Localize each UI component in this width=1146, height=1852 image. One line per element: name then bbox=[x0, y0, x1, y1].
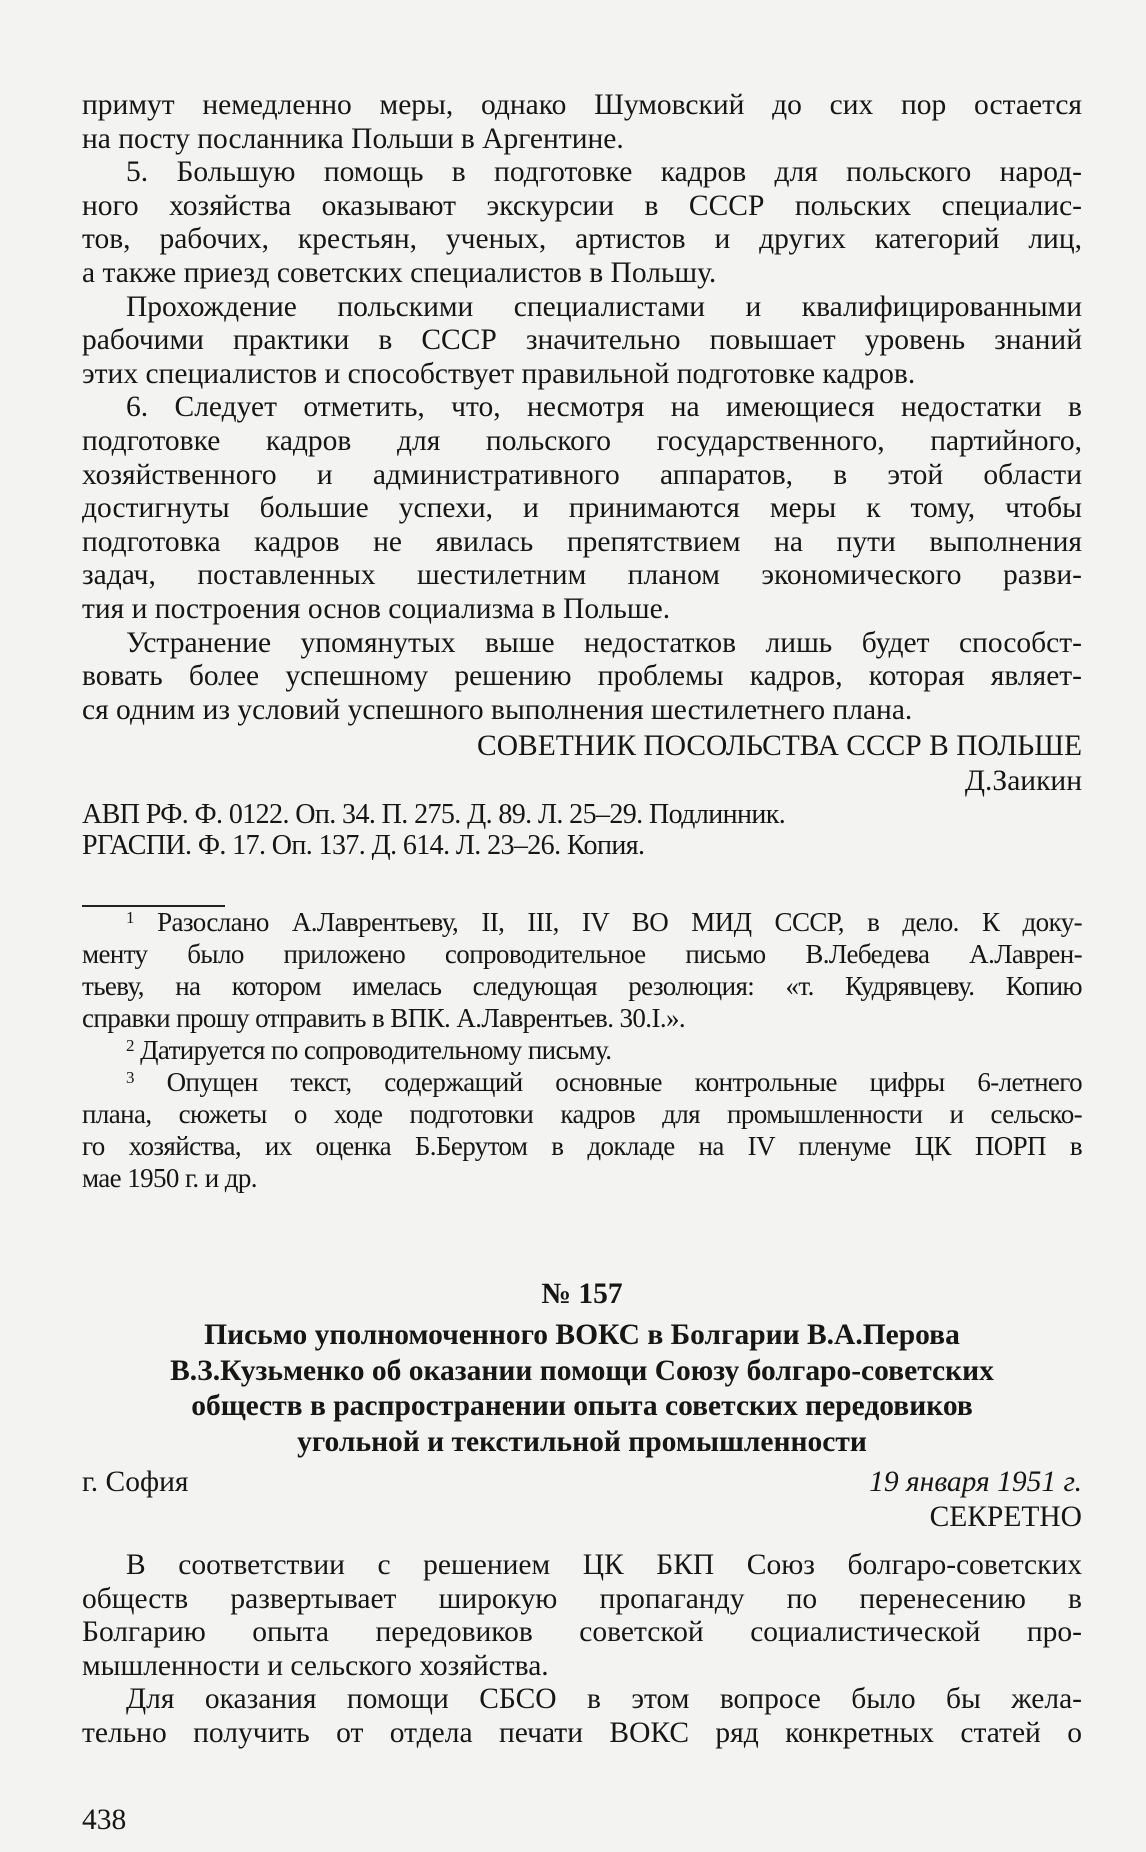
document-number: № 157 bbox=[541, 1278, 623, 1310]
paragraph bbox=[82, 627, 1082, 728]
footnote bbox=[82, 1066, 1082, 1194]
footnote-text: Опущен текст, содержащий основные контрольные цифры 6-летнего bbox=[166, 1067, 1083, 1097]
signature-title: СОВЕТНИК ПОСОЛЬСТВА СССР В ПОЛЬШЕ bbox=[477, 730, 1082, 762]
text-line: достигнуты большие успехи, и принимаются меры к тому, чтобы bbox=[82, 492, 1082, 525]
title-line: угольной и текстильной промышленности bbox=[297, 1425, 867, 1458]
document-date: 19 января 1951 г. bbox=[869, 1466, 1082, 1498]
text-line: Болгарию опыта передовиков советской социалистической про- bbox=[82, 1616, 1082, 1649]
text-line: ся одним из условий успешного выполнения шестилетнего плана. bbox=[82, 693, 913, 726]
footnote-line bbox=[82, 906, 1082, 938]
footnote-number: 1 bbox=[126, 908, 134, 927]
archive-references bbox=[82, 799, 1082, 861]
footnote-line: мае 1950 г. и др. bbox=[82, 1163, 257, 1193]
document-body bbox=[82, 1549, 1082, 1751]
paragraph bbox=[82, 291, 1082, 392]
text-line: Прохождение польскими специалистами и квалифицированными bbox=[126, 290, 1082, 323]
document-title bbox=[82, 1318, 1082, 1460]
text-line: Для оказания помощи СБСО в этом вопросе было бы жела- bbox=[126, 1683, 1082, 1716]
text-line: подготовка кадров не явилась препятствием на пути выполнения bbox=[82, 525, 1082, 558]
text-line: 5. Большую помощь в подготовке кадров для польского народ- bbox=[126, 156, 1082, 189]
document-place: г. София bbox=[82, 1466, 189, 1498]
signature-name: Д.Заикин bbox=[964, 765, 1082, 797]
text-line: тельно получить от отдела печати ВОКС ряд конкретных статей о bbox=[82, 1716, 1082, 1749]
text-line: тия и построения основ социализма в Польше. bbox=[82, 592, 671, 625]
paragraph bbox=[82, 1549, 1082, 1683]
text-line: на посту посланника Польши в Аргентине. bbox=[82, 122, 624, 155]
text-line: а также приезд советских специалистов в Польшу. bbox=[82, 256, 717, 289]
classification-stamp: СЕКРЕТНО bbox=[929, 1501, 1082, 1533]
text-line: обществ развертывает широкую пропаганду по перенесению в bbox=[82, 1582, 1082, 1615]
text-line: примут немедленно меры, однако Шумовский до сих пор остается bbox=[82, 89, 1082, 121]
text-line: подготовке кадров для польского государственного, партийного, bbox=[82, 424, 1082, 457]
title-line: Письмо уполномоченного ВОКС в Болгарии В.А.Перова bbox=[204, 1319, 960, 1351]
previous-document-body bbox=[82, 89, 1082, 727]
archive-reference: АВП РФ. Ф. 0122. Оп. 34. П. 275. Д. 89. Л. 25–29. Подлинник. bbox=[82, 799, 786, 830]
footnote-line bbox=[82, 1066, 1082, 1098]
title-line: В.З.Кузьменко об оказании помощи Союзу болгаро-советских bbox=[170, 1354, 994, 1387]
footnote-text: Датируется по сопроводительному письму. bbox=[140, 1035, 612, 1065]
footnote bbox=[82, 1034, 1082, 1066]
footnote-number: 3 bbox=[126, 1068, 134, 1087]
footnote-line: справки прошу отправить в ВПК. А.Лаврентьев. 30.I.». bbox=[82, 1003, 686, 1033]
footnote bbox=[82, 906, 1082, 1034]
text-line: В соответствии с решением ЦК БКП Союз болгаро-советских bbox=[126, 1549, 1082, 1581]
footnote-line: плана, сюжеты о ходе подготовки кадров для промышленности и сельско- bbox=[82, 1099, 1082, 1129]
footnote-line: го хозяйства, их оценка Б.Берутом в докладе на IV пленуме ЦК ПОРП в bbox=[82, 1131, 1082, 1161]
page-number: 438 bbox=[82, 1804, 127, 1836]
text-line: 6. Следует отметить, что, несмотря на имеющиеся недостатки в bbox=[126, 391, 1082, 424]
text-line: вовать более успешному решению проблемы кадров, которая являет- bbox=[82, 660, 1082, 693]
paragraph bbox=[82, 89, 1082, 156]
paragraph bbox=[82, 156, 1082, 290]
text-line: мышленности и сельского хозяйства. bbox=[82, 1649, 549, 1682]
footnotes bbox=[82, 906, 1082, 1194]
archive-reference: РГАСПИ. Ф. 17. Оп. 137. Д. 614. Л. 23–26. Копия. bbox=[82, 830, 645, 861]
text-line: хозяйственного и административного аппаратов, в этой области bbox=[82, 458, 1082, 491]
text-line: Устранение упомянутых выше недостатков лишь будет способст- bbox=[126, 626, 1082, 659]
text-line: этих специалистов и способствует правильной подготовке кадров. bbox=[82, 357, 916, 390]
footnote-text: Разослано А.Лаврентьеву, II, III, IV ВО МИД СССР, в дело. К доку- bbox=[157, 907, 1082, 937]
footnote-line: менту было приложено сопроводительное письмо В.Лебедева А.Лаврен- bbox=[82, 939, 1082, 969]
text-line: рабочими практики в СССР значительно повышает уровень знаний bbox=[82, 324, 1082, 357]
paragraph bbox=[82, 1683, 1082, 1750]
paragraph bbox=[82, 391, 1082, 626]
title-line: обществ в распространении опыта советских передовиков bbox=[191, 1390, 973, 1422]
footnote-line bbox=[82, 1034, 1082, 1066]
footnote-number: 2 bbox=[126, 1036, 134, 1055]
text-line: задач, поставленных шестилетним планом экономического разви- bbox=[82, 559, 1082, 592]
text-line: тов, рабочих, крестьян, ученых, артистов и других категорий лиц, bbox=[82, 223, 1082, 256]
footnote-line: тьеву, на котором имелась следующая резолюция: «т. Кудрявцеву. Копию bbox=[82, 971, 1082, 1001]
text-line: ного хозяйства оказывают экскурсии в СССР польских специалис- bbox=[82, 189, 1082, 222]
